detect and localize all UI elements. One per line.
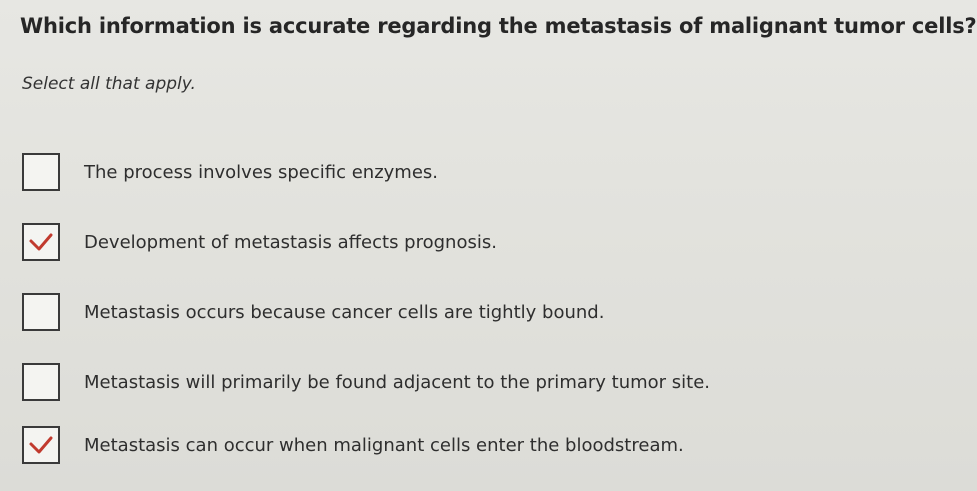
option-1-checkbox[interactable] <box>22 153 60 191</box>
option-5-label: Metastasis can occur when malignant cells enter the bloodstream. <box>84 434 684 456</box>
option-2-checkbox[interactable] <box>22 223 60 261</box>
option-3[interactable] <box>22 292 812 332</box>
option-2[interactable] <box>22 222 812 262</box>
option-5[interactable] <box>22 425 812 465</box>
option-4-label: Metastasis will primarily be found adjacent to the primary tumor site. <box>84 371 711 393</box>
option-5-checkbox[interactable] <box>22 426 60 464</box>
option-4-checkbox[interactable] <box>22 363 60 401</box>
checkmark-icon <box>28 231 54 253</box>
option-3-label: Metastasis occurs because cancer cells are tightly bound. <box>84 301 605 323</box>
option-1[interactable] <box>22 152 812 192</box>
option-4[interactable] <box>22 362 812 402</box>
option-1-label: The process involves specific enzymes. <box>84 161 439 183</box>
instruction-text: Select all that apply. <box>22 74 196 94</box>
checkmark-icon <box>28 434 54 456</box>
option-2-label: Development of metastasis affects prognosis. <box>84 231 497 253</box>
option-3-checkbox[interactable] <box>22 293 60 331</box>
question-text: Which information is accurate regarding the metastasis of malignant tumor cells? <box>20 14 977 38</box>
